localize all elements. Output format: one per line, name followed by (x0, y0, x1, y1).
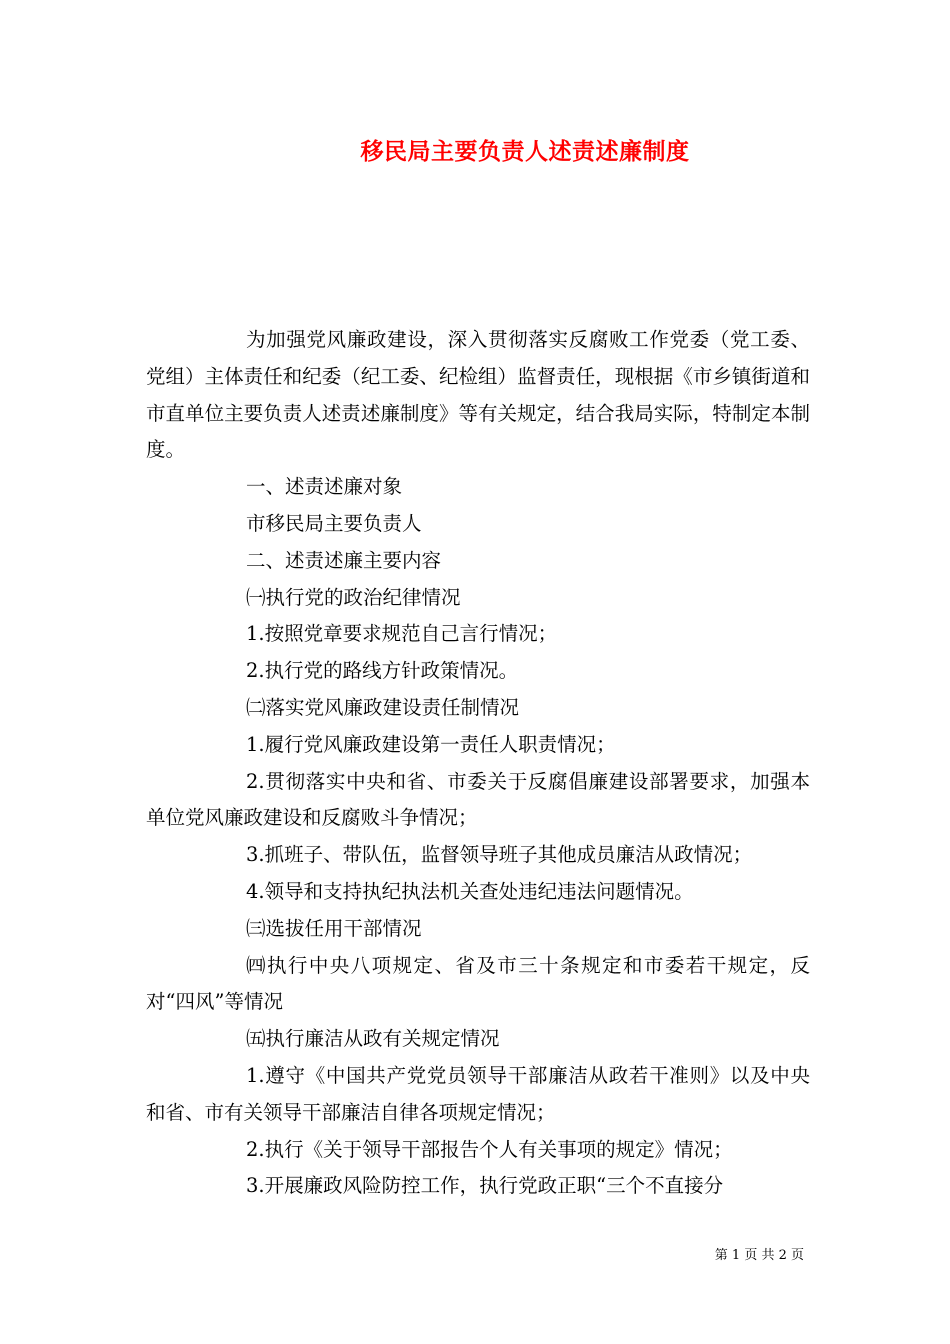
list-item: 1.履行党风廉政建设第一责任人职责情况； (246, 732, 616, 756)
page-footer: 第 1 页 共 2 页 (714, 1248, 804, 1263)
list-item: 4.领导和支持执纪执法机关查处违纪违法问题情况。 (246, 879, 694, 903)
list-item: 2.执行《关于领导干部报告个人有关事项的规定》情况； (246, 1137, 733, 1161)
section-heading: 一、述责述廉对象 (246, 475, 403, 499)
list-item: 2.贯彻落实中央和省、市委关于反腐倡廉建设部署要求，加强本单位党风廉政建设和反腐败斗争情况； (146, 769, 810, 830)
section-heading: 二、述责述廉主要内容 (246, 548, 442, 572)
subsection-heading: ㈤执行廉洁从政有关规定情况 (246, 1027, 500, 1051)
list-item: 1.按照党章要求规范自己言行情况； (246, 622, 558, 646)
list-item: 3.抓班子、带队伍，监督领导班子其他成员廉洁从政情况； (246, 843, 753, 867)
paragraph: 市移民局主要负责人 (246, 511, 422, 535)
subsection-heading: ㈠执行党的政治纪律情况 (246, 585, 461, 609)
subsection-heading: ㈢选拔任用干部情况 (246, 916, 422, 940)
document-title: 移民局主要负责人述责述廉制度 (360, 138, 690, 165)
subsection-heading: ㈡落实党风廉政建设责任制情况 (246, 695, 520, 719)
paragraph: 为加强党风廉政建设，深入贯彻落实反腐败工作党委（党工委、党组）主体责任和纪委（纪工委、纪检组）监督责任，现根据《市乡镇街道和市直单位主要负责人述责述廉制度》等有关规定，结合我局实际，特制定本制度。 (146, 328, 810, 462)
list-item: 3.开展廉政风险防控工作，执行党政正职“三个不直接分 (246, 1174, 724, 1198)
list-item: 1.遵守《中国共产党党员领导干部廉洁从政若干准则》以及中央和省、市有关领导干部廉洁自律各项规定情况； (146, 1063, 810, 1124)
list-item: 2.执行党的路线方针政策情况。 (246, 659, 519, 683)
subsection-heading: ㈣执行中央八项规定、省及市三十条规定和市委若干规定，反对“四风”等情况 (146, 953, 810, 1014)
document-body (146, 322, 810, 1205)
